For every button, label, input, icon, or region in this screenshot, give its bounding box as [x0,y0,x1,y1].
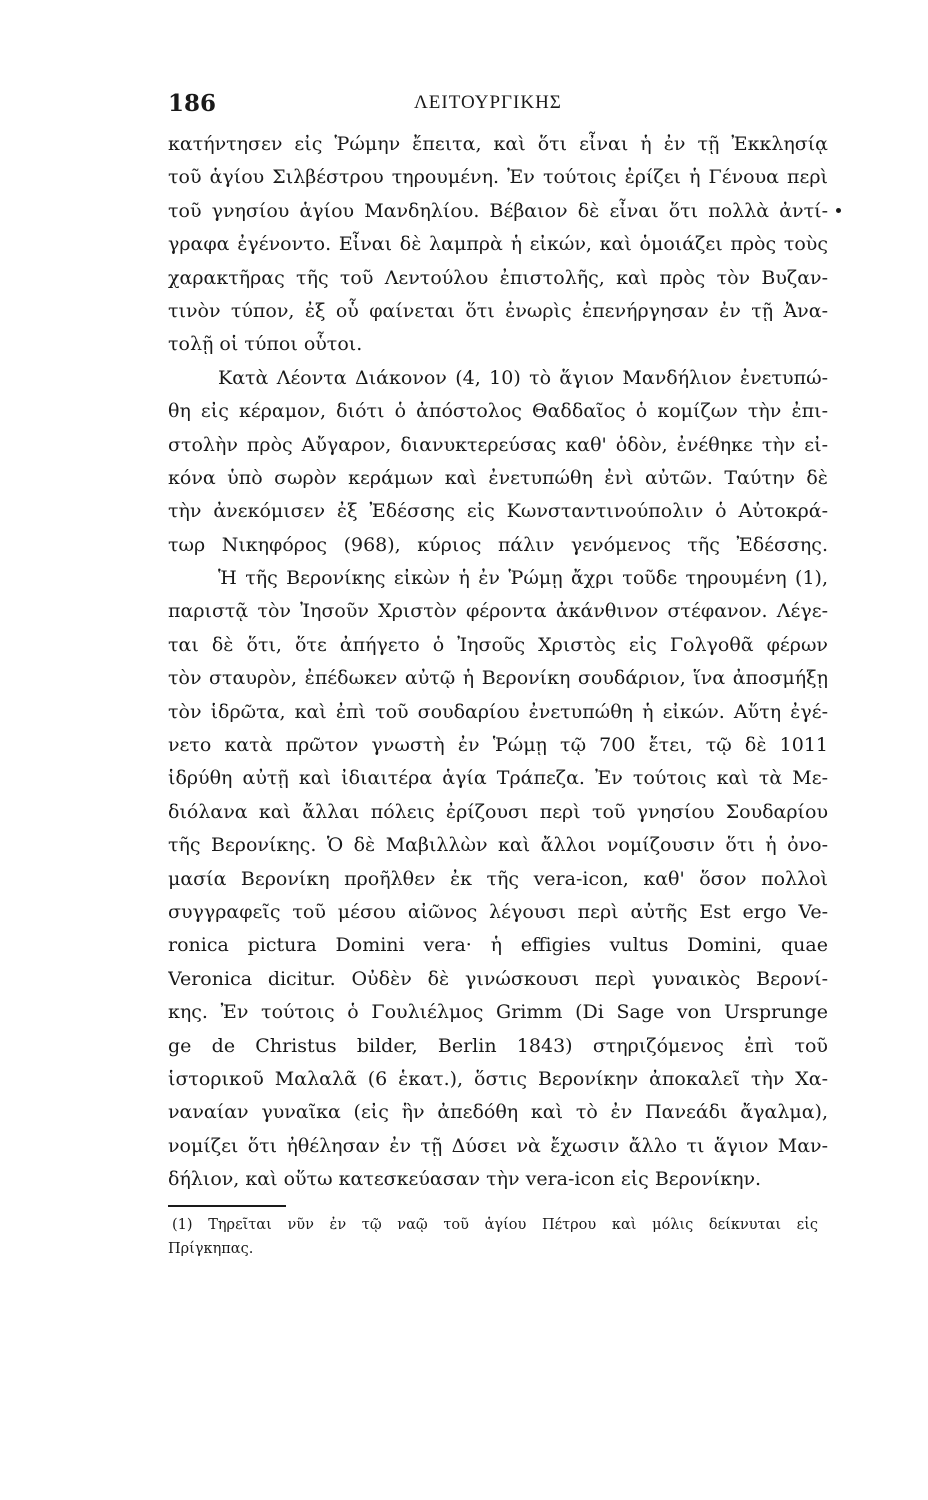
text-line: Veronica dicitur. Οὐδὲν δὲ γινώσκουσι περὶ γυναικὸς Βερονί- [168,967,828,990]
text-line: τῆς Βερονίκης. Ὁ δὲ Μαβιλλὼν καὶ ἄλλοι νομίζουσιν ὅτι ἡ ὀνο- [168,834,828,857]
text-line: παριστᾷ τὸν Ἰησοῦν Χριστὸν φέροντα ἀκάνθινον στέφανον. Λέγε- [168,600,828,623]
text-line: τωρ Νικηφόρος (968), κύριος πάλιν γενόμενος τῆς Ἐδέσσης. [168,533,828,556]
text-line: ronica pictura Domini vera· ἡ effigies vultus Domini, quae [168,934,828,957]
text-line: ται δὲ ὅτι, ὅτε ἀπήγετο ὁ Ἰησοῦς Χριστὸς εἰς Γολγοθᾶ φέρων [168,633,828,656]
text-line: στολὴν πρὸς Αὔγαρον, διανυκτερεύσας καθ' ὁδὸν, ἐνέθηκε τὴν εἰ- [168,433,828,456]
text-line: κόνα ὑπὸ σωρὸν κεράμων καὶ ἐνετυπώθη ἐνὶ αὐτῶν. Ταύτην δὲ [168,466,828,489]
paragraph-start-line: Ἡ τῆς Βερονίκης εἰκὼν ἡ ἐν Ῥώμῃ ἄχρι τοῦδε τηρουμένη (1), [218,567,828,590]
text-line: δήλιον, καὶ οὕτω κατεσκεύασαν τὴν vera-icon εἰς Βερονίκην. [168,1168,762,1191]
footnote-line: (1) Τηρεῖται νῦν ἐν τῷ ναῷ τοῦ ἁγίου Πέτρου καὶ μόλις δείκνυται εἰς [172,1217,818,1233]
text-line: κατήντησεν εἰς Ῥώμην ἔπειτα, καὶ ὅτι εἶναι ἡ ἐν τῇ Ἐκκλησίᾳ [168,133,828,155]
text-line: τοῦ ἁγίου Σιλβέστρου τηρουμένη. Ἐν τούτοις ἐρίζει ἡ Γένουα περὶ [168,166,828,189]
text-line: νετο κατὰ πρῶτον γνωστὴ ἐν Ῥώμῃ τῷ 700 ἔτει, τῷ δὲ 1011 [168,734,828,757]
footnote-rule [168,1205,286,1207]
text-line: κης. Ἐν τούτοις ὁ Γουλιέλμος Grimm (Di Sage von Ursprunge [168,1001,828,1024]
text-line: ναναίαν γυναῖκα (εἰς ἣν ἀπεδόθη καὶ τὸ ἐν Πανεάδι ἄγαλμα), [168,1101,828,1124]
paragraph-start-line: Κατὰ Λέοντα Διάκονον (4, 10) τὸ ἅγιον Μανδήλιον ἐνετυπώ- [218,366,828,389]
text-line: ἱστορικοῦ Μαλαλᾶ (6 ἑκατ.), ὅστις Βερονίκην ἀποκαλεῖ τὴν Χα- [168,1067,828,1090]
text-line: μασία Βερονίκη προῆλθεν ἐκ τῆς vera-icon, καθ' ὅσον πολλοὶ [168,867,828,890]
footnote-line: Πρίγκηπας. [168,1241,254,1257]
text-line: ge de Christus bilder, Berlin 1843) στηριζόμενος ἐπὶ τοῦ [168,1034,828,1057]
text-line: συγγραφεῖς τοῦ μέσου αἰῶνος λέγουσι περὶ αὐτῆς Est ergo Ve- [168,900,828,923]
text-line: ἱδρύθη αὐτῇ καὶ ἰδιαιτέρα ἁγία Τράπεζα. Ἐν τούτοις καὶ τὰ Με- [168,767,828,790]
text-line: τὸν σταυρὸν, ἐπέδωκεν αὐτῷ ἡ Βερονίκη σουδάριον, ἵνα ἀποσμήξῃ [168,667,828,690]
text-line: τοῦ γνησίου ἁγίου Μανδηλίου. Βέβαιον δὲ εἶναι ὅτι πολλὰ ἀντί- [168,199,828,222]
text-line: γραφα ἐγένοντο. Εἶναι δὲ λαμπρὰ ἡ εἰκών, καὶ ὁμοιάζει πρὸς τοὺς [168,233,828,256]
text-line: τολῇ οἱ τύποι οὗτοι. [168,333,363,356]
page-header [168,90,814,122]
text-line: τὸν ἱδρῶτα, καὶ ἐπὶ τοῦ σουδαρίου ἐνετυπώθη ἡ εἰκών. Αὕτη ἐγέ- [168,700,828,723]
body-text [168,128,828,1197]
text-line: χαρακτῆρας τῆς τοῦ Λεντούλου ἐπιστολῆς, καὶ πρὸς τὸν Βυζαν- [168,266,828,289]
text-line: θη εἰς κέραμον, διότι ὁ ἀπόστολος Θαδδαῖος ὁ κομίζων τὴν ἐπι- [168,400,828,423]
text-line: τινὸν τύπον, ἐξ οὗ φαίνεται ὅτι ἐνωρὶς ἐπενήργησαν ἐν τῇ Ἀνα- [168,299,828,322]
running-head: ΛΕΙΤΟΥΡΓΙΚΗΣ [414,92,562,113]
footnotes [168,1213,818,1261]
page-number: 186 [168,90,217,117]
text-line: διόλανα καὶ ἄλλαι πόλεις ἐρίζουσι περὶ τοῦ γνησίου Σουδαρίου [168,800,828,823]
text-line: τὴν ἀνεκόμισεν ἐξ Ἐδέσσης εἰς Κωνσταντινούπολιν ὁ Αὐτοκρά- [168,500,828,523]
margin-mark [836,208,841,213]
text-line: νομίζει ὅτι ἠθέλησαν ἐν τῇ Δύσει νὰ ἔχωσιν ἄλλο τι ἅγιον Μαν- [168,1134,828,1157]
